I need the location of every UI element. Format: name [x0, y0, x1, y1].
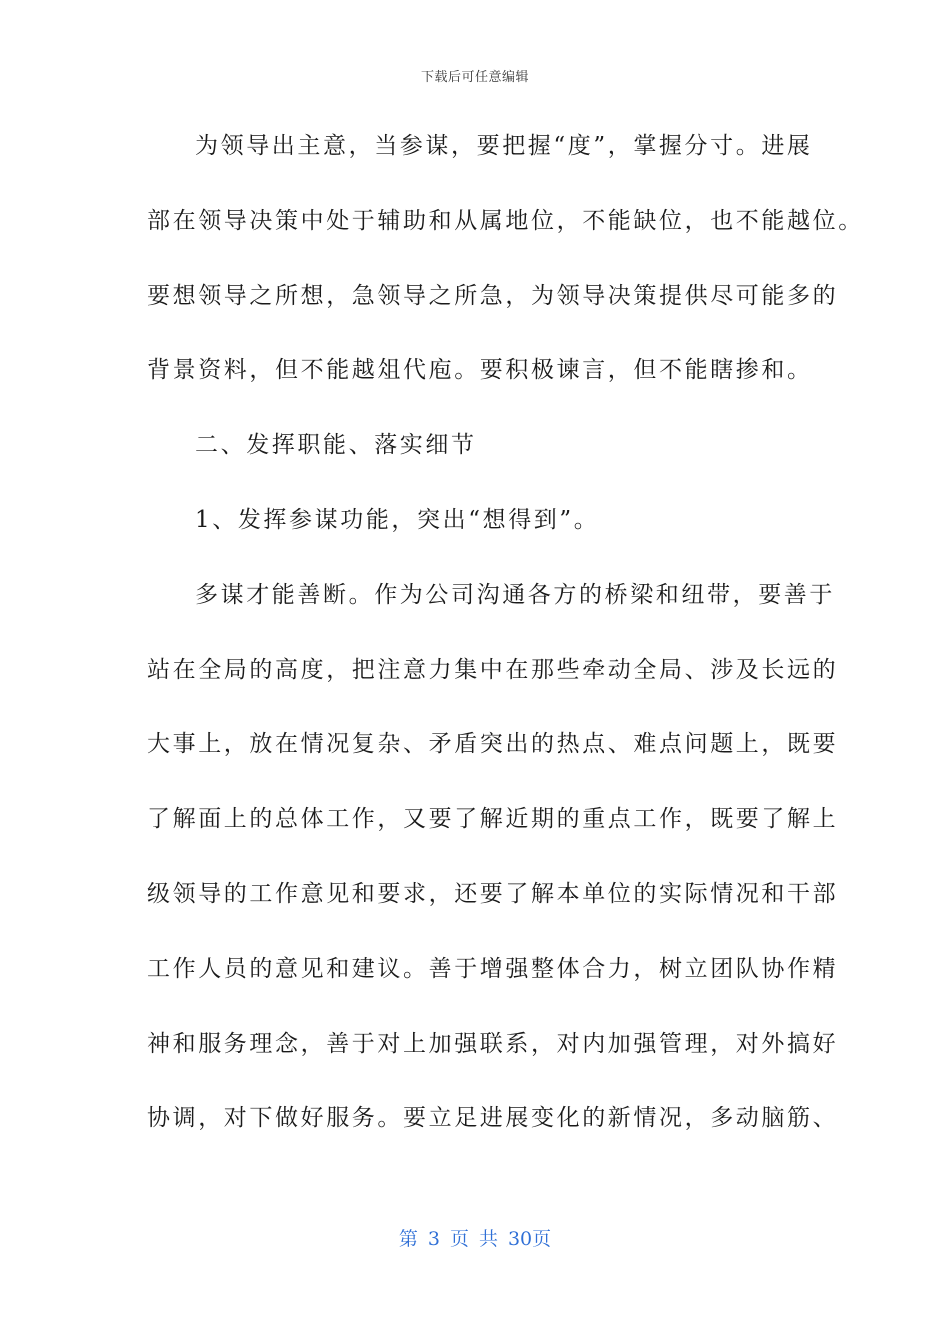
- document-body: [147, 122, 864, 1169]
- footer-total-pages: 30: [507, 1228, 533, 1250]
- paragraph-line-13: 神和服务理念，善于对上加强联系，对内加强管理，对外搞好: [147, 1030, 839, 1057]
- footer-middle: 页: [449, 1228, 469, 1250]
- footer-prefix: 第: [398, 1228, 418, 1250]
- paragraph-line-7: 多谋才能善断。作为公司沟通各方的桥梁和纽带，要善于: [195, 581, 835, 608]
- subsection-heading: 1、发挥参谋功能，突出“想得到”。: [195, 506, 600, 533]
- paragraph-line-10: 了解面上的总体工作，又要了解近期的重点工作，既要了解上: [147, 806, 839, 833]
- paragraph-line-11: 级领导的工作意见和要求，还要了解本单位的实际情况和干部: [147, 880, 839, 907]
- paragraph-line-8: 站在全局的高度，把注意力集中在那些牵动全局、涉及长远的: [147, 656, 839, 683]
- paragraph-line-4: 背景资料，但不能越俎代庖。要积极谏言，但不能瞎掺和。: [147, 357, 813, 384]
- section-heading: 二、发挥职能、落实细节: [195, 432, 477, 459]
- paragraph-line-3: 要想领导之所想，急领导之所急，为领导决策提供尽可能多的: [147, 282, 839, 309]
- paragraph-line-9: 大事上，放在情况复杂、矛盾突出的热点、难点问题上，既要: [147, 731, 839, 758]
- paragraph-line-2: 部在领导决策中处于辅助和从属地位，不能缺位，也不能越位。: [147, 207, 864, 234]
- page-footer: [0, 1224, 950, 1251]
- paragraph-line-12: 工作人员的意见和建议。善于增强整体合力，树立团队协作精: [147, 955, 839, 982]
- page-header: 下载后可任意编辑: [420, 70, 529, 85]
- footer-page-number: 3: [427, 1228, 440, 1250]
- footer-suffix: 页: [532, 1228, 552, 1250]
- paragraph-line-14: 协调，对下做好服务。要立足进展变化的新情况，多动脑筋、: [147, 1105, 839, 1132]
- footer-total-label: 共: [478, 1228, 498, 1250]
- paragraph-line-1: 为领导出主意，当参谋，要把握“度”，掌握分寸。进展: [195, 133, 813, 159]
